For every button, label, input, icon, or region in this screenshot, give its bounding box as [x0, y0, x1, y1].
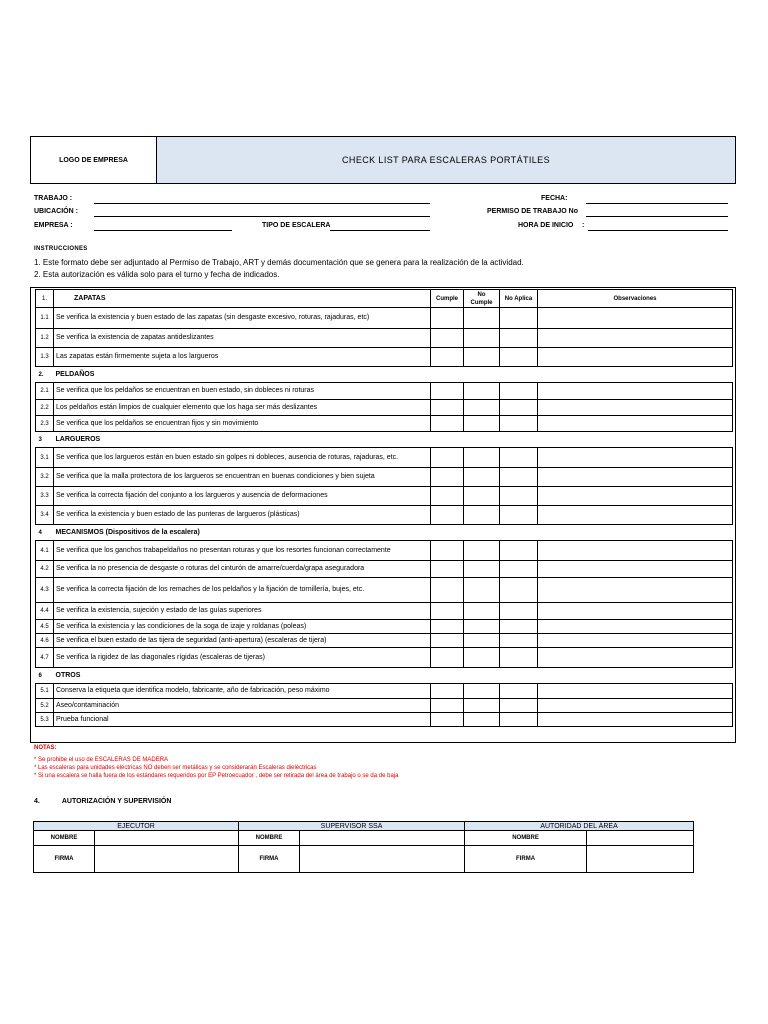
cumple-cell[interactable] [431, 620, 464, 634]
form-title: CHECK LIST PARA ESCALERAS PORTÁTILES [157, 137, 735, 183]
checklist-row [36, 416, 733, 432]
item-text: Se verifica que los largueros están en buen estado sin golpes ni dobleces, ausencia de roturas, rajaduras, etc. [54, 448, 431, 468]
no-cumple-cell[interactable] [464, 416, 500, 432]
section-number: 1. [36, 290, 54, 308]
cumple-cell[interactable] [431, 684, 464, 699]
no-cumple-cell[interactable] [464, 684, 500, 699]
checklist-row [36, 487, 733, 506]
cumple-cell[interactable] [431, 541, 464, 561]
checklist-row [36, 329, 733, 348]
item-number: 2.3 [36, 416, 54, 432]
no-cumple-cell[interactable] [464, 506, 500, 525]
no-aplica-cell[interactable] [500, 684, 538, 699]
no-aplica-cell[interactable] [500, 487, 538, 506]
no-cumple-cell[interactable] [464, 620, 500, 634]
observaciones-cell[interactable] [538, 684, 733, 699]
no-aplica-cell[interactable] [500, 699, 538, 713]
autoridad-firma-field[interactable] [587, 846, 694, 873]
section-number: 6 [36, 668, 54, 684]
item-text: Aseo/contaminación [54, 699, 431, 713]
section-number: 4 [36, 525, 54, 541]
nombre-label: NOMBRE [239, 831, 300, 846]
section-number: 2. [36, 367, 54, 383]
item-number: 2.1 [36, 383, 54, 400]
notes-title: NOTAS: [34, 745, 57, 751]
observaciones-cell[interactable] [538, 603, 733, 620]
item-text: Prueba funcional [54, 713, 431, 727]
item-number: 3.1 [36, 448, 54, 468]
authorization-header-row [34, 822, 694, 831]
no-aplica-cell[interactable] [500, 383, 538, 400]
no-aplica-cell[interactable] [500, 561, 538, 578]
empresa-field[interactable] [94, 230, 232, 231]
no-cumple-cell[interactable] [464, 383, 500, 400]
no-aplica-cell[interactable] [500, 541, 538, 561]
checklist-frame [30, 287, 736, 743]
no-aplica-cell[interactable] [500, 620, 538, 634]
section-number: 3 [36, 432, 54, 448]
checklist-row [36, 348, 733, 367]
item-text: Se verifica que los peldaños se encuentran fijos y sin movimiento [54, 416, 431, 432]
checklist-row [36, 620, 733, 634]
observaciones-cell[interactable] [538, 487, 733, 506]
observaciones-cell[interactable] [538, 329, 733, 348]
checklist-row [36, 308, 733, 329]
item-number: 3.2 [36, 468, 54, 487]
no-cumple-cell[interactable] [464, 648, 500, 668]
item-number: 4.4 [36, 603, 54, 620]
cumple-cell[interactable] [431, 468, 464, 487]
tipo-escalera-label: TIPO DE ESCALERA [262, 222, 331, 229]
observaciones-cell[interactable] [538, 506, 733, 525]
item-number: 1.3 [36, 348, 54, 367]
no-aplica-cell[interactable] [500, 329, 538, 348]
item-text: Los peldaños están limpios de cualquier elemento que los haga ser más deslizantes [54, 400, 431, 416]
item-number: 4.3 [36, 578, 54, 603]
notes-block [34, 744, 398, 780]
item-text: Se verifica la existencia, sujeción y estado de las guías superiores [54, 603, 431, 620]
no-cumple-cell[interactable] [464, 308, 500, 329]
no-cumple-cell[interactable] [464, 400, 500, 416]
no-cumple-cell[interactable] [464, 329, 500, 348]
no-cumple-cell[interactable] [464, 578, 500, 603]
item-number: 4.6 [36, 634, 54, 648]
permiso-label: PERMISO DE TRABAJO No [487, 208, 579, 215]
note-line: * Si una escalera se halla fuera de los estándares requeridos por EP Petroecuador , debe ser retirada del área de trabajo o se da de baja [34, 773, 399, 779]
checklist-row [36, 506, 733, 525]
section-title: OTROS [54, 668, 733, 684]
hora-colon: : [582, 222, 585, 229]
checklist-row [36, 634, 733, 648]
item-number: 5.1 [36, 684, 54, 699]
section-title: ZAPATAS [54, 290, 431, 308]
cumple-cell[interactable] [431, 448, 464, 468]
no-aplica-cell[interactable] [500, 506, 538, 525]
cumple-cell[interactable] [431, 400, 464, 416]
ejecutor-firma-field[interactable] [95, 846, 239, 873]
company-logo-placeholder: LOGO DE EMPRESA [31, 137, 157, 183]
note-line: * Se prohibe el uso de ESCALERAS DE MADERA [34, 757, 169, 763]
supervisor-nombre-field[interactable] [300, 831, 465, 846]
observaciones-cell[interactable] [538, 561, 733, 578]
item-text: Se verifica la existencia y buen estado de las zapatas (sin desgaste excesivo, roturas, rajaduras, etc) [54, 308, 431, 329]
checklist-row [36, 468, 733, 487]
ejecutor-nombre-field[interactable] [95, 831, 239, 846]
fecha-label: FECHA: [541, 195, 568, 202]
item-text: Se verifica el buen estado de las tijera de seguridad (anti-apertura) (escaleras de tijera) [54, 634, 431, 648]
no-cumple-cell[interactable] [464, 468, 500, 487]
no-cumple-cell[interactable] [464, 541, 500, 561]
observaciones-cell[interactable] [538, 468, 733, 487]
cumple-cell[interactable] [431, 634, 464, 648]
cumple-cell[interactable] [431, 603, 464, 620]
section-title: LARGUEROS [54, 432, 733, 448]
cumple-cell[interactable] [431, 713, 464, 727]
checklist-row [36, 400, 733, 416]
no-cumple-cell[interactable] [464, 713, 500, 727]
observaciones-cell[interactable] [538, 541, 733, 561]
checklist-table [35, 289, 733, 727]
item-text: Se verifica la correcta fijación de los remaches de los peldaños y la fijación de tornillería, bujes, etc. [54, 578, 431, 603]
hora-label: HORA DE INICIO [518, 222, 574, 229]
checklist-row [36, 448, 733, 468]
cumple-cell[interactable] [431, 578, 464, 603]
cumple-cell[interactable] [431, 487, 464, 506]
item-number: 5.2 [36, 699, 54, 713]
trabajo-label: TRABAJO : [34, 195, 73, 202]
authorization-number: 4. [34, 798, 40, 805]
observaciones-cell[interactable] [538, 308, 733, 329]
item-number: 1.1 [36, 308, 54, 329]
observaciones-cell[interactable] [538, 400, 733, 416]
column-header-no-cumple: No Cumple [464, 290, 500, 308]
no-cumple-cell[interactable] [464, 634, 500, 648]
column-header-observaciones: Observaciones [538, 290, 733, 308]
autoridad-header: AUTORIDAD DEL ÁREA [465, 822, 694, 831]
section-header-row [36, 290, 733, 308]
item-text: Se verifica que los peldaños se encuentran en buen estado, sin dobleces ni roturas [54, 383, 431, 400]
tipo-escalera-field[interactable] [330, 230, 430, 231]
form-header [30, 136, 736, 184]
checklist-row [36, 561, 733, 578]
firma-row [34, 846, 694, 873]
observaciones-cell[interactable] [538, 634, 733, 648]
no-cumple-cell[interactable] [464, 448, 500, 468]
item-number: 4.1 [36, 541, 54, 561]
permiso-field[interactable] [586, 216, 728, 217]
ubicacion-field[interactable] [94, 216, 430, 217]
cumple-cell[interactable] [431, 561, 464, 578]
item-text: Se verifica la existencia y buen estado de las punteras de largueros (plásticas) [54, 506, 431, 525]
section-header-row [36, 668, 733, 684]
nombre-label: NOMBRE [465, 831, 587, 846]
no-aplica-cell[interactable] [500, 603, 538, 620]
item-text: Se verifica que los ganchos trabapeldaños no presentan roturas y que los resortes funcionan correctamente [54, 541, 431, 561]
item-text: Se verifica la existencia de zapatas antideslizantes [54, 329, 431, 348]
trabajo-field[interactable] [94, 203, 430, 204]
item-text: Se verifica la rigidez de las diagonales rígidas (escaleras de tijeras) [54, 648, 431, 668]
observaciones-cell[interactable] [538, 383, 733, 400]
item-text: Conserva la etiqueta que identifica modelo, fabricante, año de fabricación, peso máximo [54, 684, 431, 699]
observaciones-cell[interactable] [538, 699, 733, 713]
firma-label: FIRMA [34, 846, 95, 873]
cumple-cell[interactable] [431, 699, 464, 713]
no-aplica-cell[interactable] [500, 578, 538, 603]
column-header-no-aplica: No Aplica [500, 290, 538, 308]
checklist-row [36, 603, 733, 620]
no-aplica-cell[interactable] [500, 468, 538, 487]
no-aplica-cell[interactable] [500, 713, 538, 727]
note-line: * Las escaleras para unidades eléctricas NO deben ser metálicas y se considerarán Escaleras dieléctricas [34, 765, 317, 771]
observaciones-cell[interactable] [538, 348, 733, 367]
no-aplica-cell[interactable] [500, 634, 538, 648]
section-title: MECANISMOS (Dispositivos de la escalera) [54, 525, 733, 541]
observaciones-cell[interactable] [538, 416, 733, 432]
checklist-row [36, 684, 733, 699]
no-cumple-cell[interactable] [464, 348, 500, 367]
no-aplica-cell[interactable] [500, 448, 538, 468]
no-aplica-cell[interactable] [500, 416, 538, 432]
cumple-cell[interactable] [431, 308, 464, 329]
section-header-row [36, 367, 733, 383]
checklist-row [36, 578, 733, 603]
authorization-heading: AUTORIZACIÓN Y SUPERVISIÓN [61, 798, 172, 805]
firma-label: FIRMA [239, 846, 300, 873]
ejecutor-header: EJECUTOR [34, 822, 239, 831]
item-text: Se verifica que la malla protectora de los largueros se encuentran en buenas condiciones y bien sujeta [54, 468, 431, 487]
item-number: 3.3 [36, 487, 54, 506]
no-cumple-cell[interactable] [464, 561, 500, 578]
observaciones-cell[interactable] [538, 648, 733, 668]
item-text: Se verifica la existencia y las condiciones de la soga de izaje y roldanas (poleas) [54, 620, 431, 634]
item-number: 4.2 [36, 561, 54, 578]
item-number: 5.3 [36, 713, 54, 727]
authorization-table [33, 821, 694, 873]
supervisor-header: SUPERVISOR SSA [239, 822, 465, 831]
cumple-cell[interactable] [431, 648, 464, 668]
item-text: Se verifica la correcta fijación del conjunto a los largueros y ausencia de deformaciones [54, 487, 431, 506]
section-header-row [36, 525, 733, 541]
ubicacion-label: UBICACIÓN : [34, 208, 78, 215]
cumple-cell[interactable] [431, 348, 464, 367]
observaciones-cell[interactable] [538, 713, 733, 727]
hora-field[interactable] [588, 230, 728, 231]
column-header-cumple: Cumple [431, 290, 464, 308]
autoridad-nombre-field[interactable] [587, 831, 694, 846]
no-aplica-cell[interactable] [500, 648, 538, 668]
checklist-row [36, 541, 733, 561]
cumple-cell[interactable] [431, 506, 464, 525]
item-number: 4.5 [36, 620, 54, 634]
observaciones-cell[interactable] [538, 620, 733, 634]
no-aplica-cell[interactable] [500, 308, 538, 329]
cumple-cell[interactable] [431, 383, 464, 400]
nombre-row [34, 831, 694, 846]
checklist-row [36, 648, 733, 668]
fecha-field[interactable] [586, 203, 728, 204]
no-aplica-cell[interactable] [500, 348, 538, 367]
checklist-row [36, 713, 733, 727]
item-text: Las zapatas están firmemente sujeta a los largueros [54, 348, 431, 367]
observaciones-cell[interactable] [538, 578, 733, 603]
firma-label: FIRMA [465, 846, 587, 873]
no-cumple-cell[interactable] [464, 487, 500, 506]
item-text: Se verifica la no presencia de desgaste o roturas del cinturón de amarre/cuerda/grapa aseguradora [54, 561, 431, 578]
no-cumple-cell[interactable] [464, 699, 500, 713]
section-header-row [36, 432, 733, 448]
instructions-title: INSTRUCCIONES [34, 246, 88, 252]
no-aplica-cell[interactable] [500, 400, 538, 416]
item-number: 3.4 [36, 506, 54, 525]
empresa-label: EMPRESA : [34, 222, 73, 229]
cumple-cell[interactable] [431, 329, 464, 348]
item-number: 1.2 [36, 329, 54, 348]
item-number: 2.2 [36, 400, 54, 416]
instruction-line-1: 1. Este formato debe ser adjuntado al Permiso de Trabajo, ART y demás documentación que se genera para la realización de la actividad. [34, 258, 524, 267]
checklist-row [36, 383, 733, 400]
supervisor-firma-field[interactable] [300, 846, 465, 873]
cumple-cell[interactable] [431, 416, 464, 432]
observaciones-cell[interactable] [538, 448, 733, 468]
section-title: PELDAÑOS [54, 367, 733, 383]
authorization-title [34, 798, 171, 805]
instruction-line-2: 2. Esta autorización es válida solo para el turno y fecha de indicados. [34, 270, 280, 279]
no-cumple-cell[interactable] [464, 603, 500, 620]
checklist-row [36, 699, 733, 713]
nombre-label: NOMBRE [34, 831, 95, 846]
item-number: 4.7 [36, 648, 54, 668]
